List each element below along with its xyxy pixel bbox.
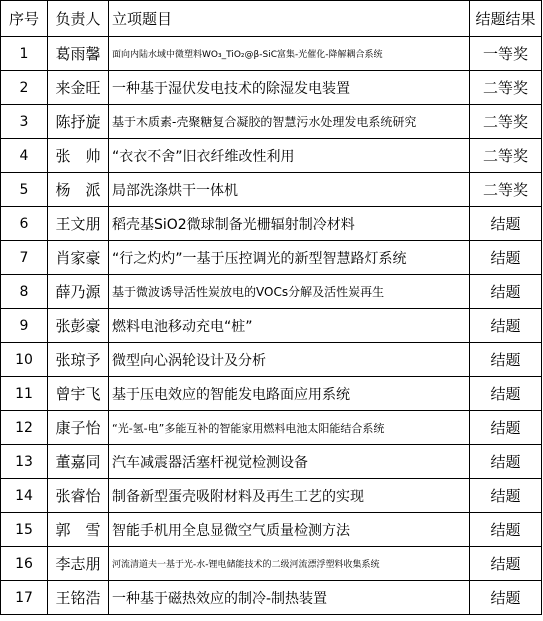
row-result: 结题 [470, 207, 542, 241]
row-title: 汽车减震器活塞杆视觉检测设备 [109, 445, 470, 479]
table-row [1, 547, 542, 581]
table-row [1, 37, 542, 71]
row-result: 二等奖 [470, 173, 542, 207]
row-result: 一等奖 [470, 37, 542, 71]
row-number: 8 [1, 275, 48, 309]
table-row [1, 343, 542, 377]
row-title: 制备新型蛋壳吸附材料及再生工艺的实现 [109, 479, 470, 513]
row-title: “行之灼灼”一基于压控调光的新型智慧路灯系统 [109, 241, 470, 275]
row-number: 7 [1, 241, 48, 275]
table-row [1, 71, 542, 105]
row-number: 5 [1, 173, 48, 207]
table-row [1, 513, 542, 547]
table-row [1, 377, 542, 411]
table-row [1, 139, 542, 173]
row-owner: 陈抒旋 [48, 105, 109, 139]
row-result: 结题 [470, 275, 542, 309]
row-result: 结题 [470, 479, 542, 513]
row-number: 14 [1, 479, 48, 513]
row-result: 二等奖 [470, 105, 542, 139]
table-row [1, 581, 542, 615]
row-owner: 张彭豪 [48, 309, 109, 343]
row-title: 基于压电效应的智能发电路面应用系统 [109, 377, 470, 411]
row-owner: 康子怡 [48, 411, 109, 445]
header-number: 序号 [1, 1, 48, 37]
table-body [1, 37, 542, 615]
row-result: 结题 [470, 581, 542, 615]
row-owner: 郭 雪 [48, 513, 109, 547]
row-result: 结题 [470, 343, 542, 377]
table-row [1, 275, 542, 309]
row-number: 4 [1, 139, 48, 173]
table-row [1, 445, 542, 479]
header-result: 结题结果 [470, 1, 542, 37]
header-owner: 负责人 [48, 1, 109, 37]
row-number: 9 [1, 309, 48, 343]
row-owner: 张睿怡 [48, 479, 109, 513]
header-title: 立项题目 [109, 1, 470, 37]
row-title: 稻壳基SiO2微球制备光栅辐射制冷材料 [109, 207, 470, 241]
row-result: 结题 [470, 377, 542, 411]
row-title: 局部洗涤烘干一体机 [109, 173, 470, 207]
row-owner: 肖家豪 [48, 241, 109, 275]
row-number: 10 [1, 343, 48, 377]
row-result: 二等奖 [470, 71, 542, 105]
row-result: 结题 [470, 309, 542, 343]
row-owner: 张 帅 [48, 139, 109, 173]
row-owner: 王文朋 [48, 207, 109, 241]
row-number: 16 [1, 547, 48, 581]
row-owner: 李志朋 [48, 547, 109, 581]
row-title: 燃料电池移动充电“桩” [109, 309, 470, 343]
table-header-row [1, 1, 542, 37]
table-row [1, 173, 542, 207]
row-number: 12 [1, 411, 48, 445]
row-number: 6 [1, 207, 48, 241]
row-owner: 董嘉同 [48, 445, 109, 479]
row-number: 3 [1, 105, 48, 139]
row-number: 17 [1, 581, 48, 615]
row-title: 一种基于湿伏发电技术的除湿发电装置 [109, 71, 470, 105]
row-number: 1 [1, 37, 48, 71]
row-title: “衣衣不舍”旧衣纤维改性利用 [109, 139, 470, 173]
row-result: 结题 [470, 513, 542, 547]
row-owner: 张琼予 [48, 343, 109, 377]
row-result: 结题 [470, 547, 542, 581]
row-title: “光-氢-电”多能互补的智能家用燃料电池太阳能结合系统 [109, 411, 470, 445]
table-row [1, 241, 542, 275]
row-result: 二等奖 [470, 139, 542, 173]
row-title: 河流清道夫一基于光-水-锂电储能技术的二级河流漂浮塑料收集系统 [109, 547, 470, 581]
row-owner: 王铭浩 [48, 581, 109, 615]
table-row [1, 411, 542, 445]
row-title: 一种基于磁热效应的制冷-制热装置 [109, 581, 470, 615]
row-result: 结题 [470, 411, 542, 445]
row-title: 智能手机用全息显微空气质量检测方法 [109, 513, 470, 547]
row-title: 面向内陆水域中微塑料WO₃_TiO₂@β-SiC富集-光催化-降解耦合系统 [109, 37, 470, 71]
table-row [1, 479, 542, 513]
row-owner: 薛乃源 [48, 275, 109, 309]
table-row [1, 309, 542, 343]
table-row [1, 105, 542, 139]
table-row [1, 207, 542, 241]
row-owner: 杨 派 [48, 173, 109, 207]
row-owner: 来金旺 [48, 71, 109, 105]
row-result: 结题 [470, 241, 542, 275]
row-owner: 葛雨馨 [48, 37, 109, 71]
row-title: 基于微波诱导活性炭放电的VOCs分解及活性炭再生 [109, 275, 470, 309]
row-result: 结题 [470, 445, 542, 479]
row-title: 微型向心涡轮设计及分析 [109, 343, 470, 377]
row-title: 基于木质素-壳聚糖复合凝胶的智慧污水处理发电系统研究 [109, 105, 470, 139]
row-number: 15 [1, 513, 48, 547]
row-number: 2 [1, 71, 48, 105]
row-number: 11 [1, 377, 48, 411]
row-owner: 曾宇飞 [48, 377, 109, 411]
row-number: 13 [1, 445, 48, 479]
